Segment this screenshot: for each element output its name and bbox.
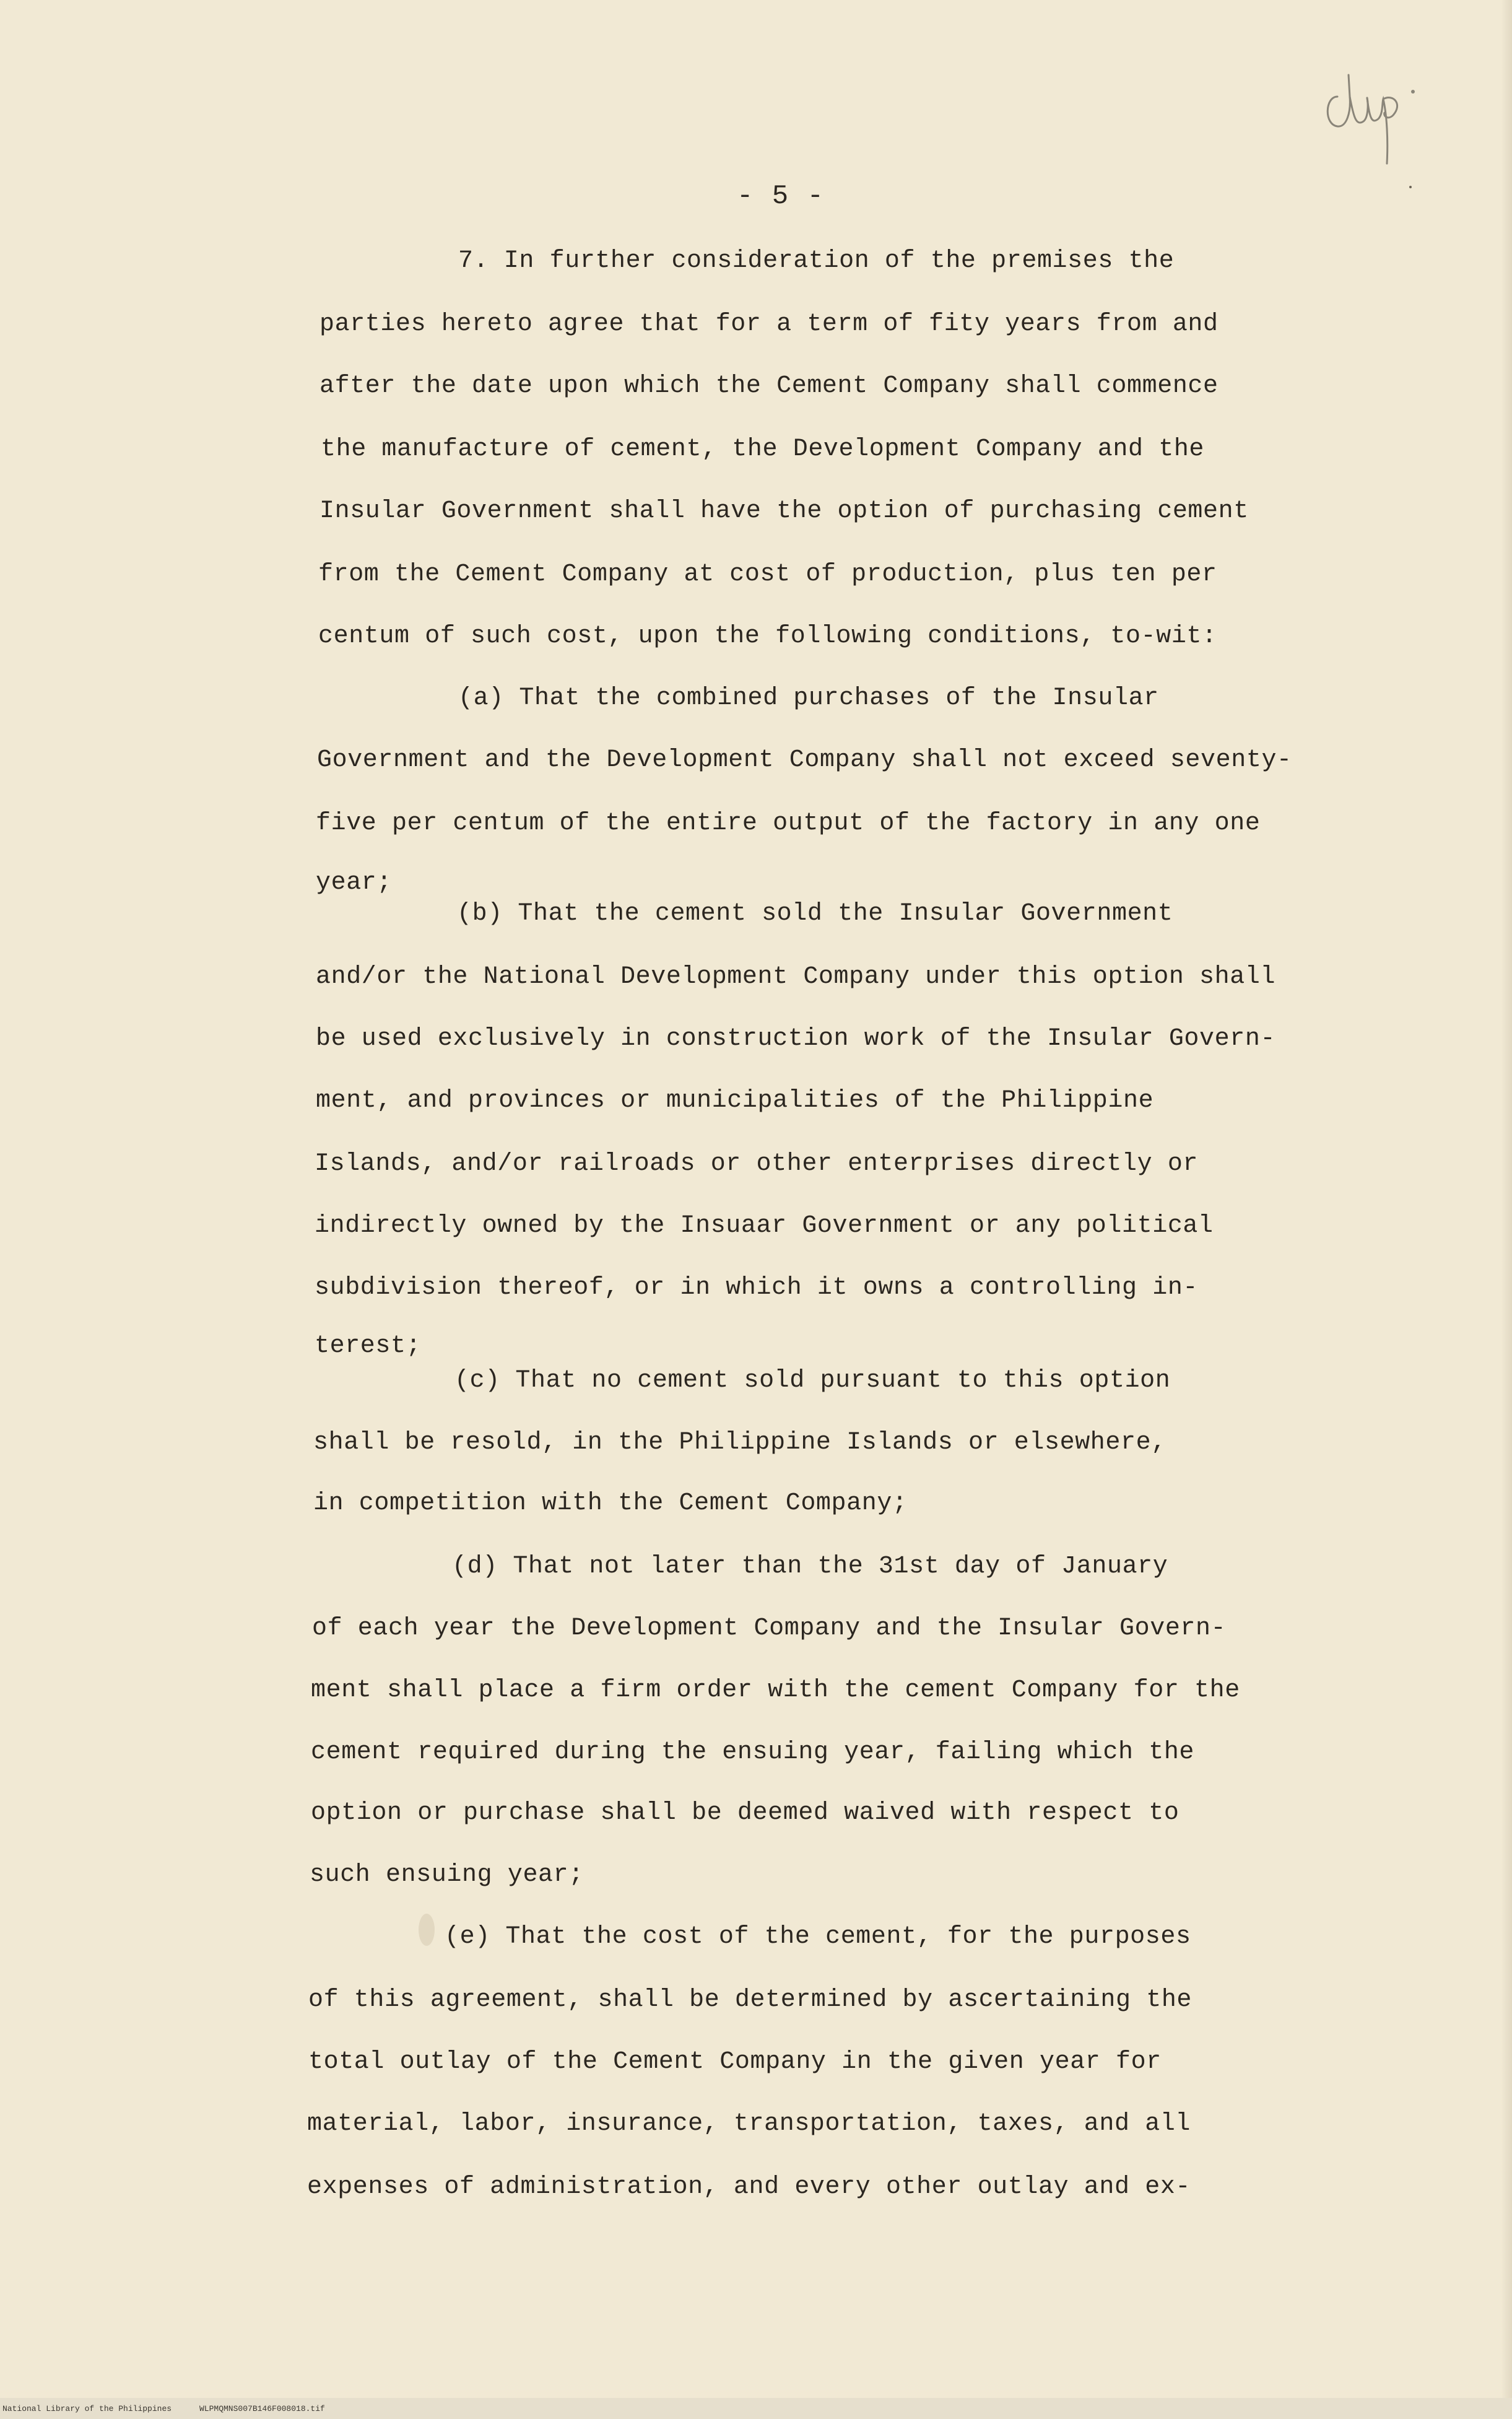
text-line: total outlay of the Cement Company in the given year for xyxy=(308,2048,1162,2076)
text-line: the manufacture of cement, the Development Company and the xyxy=(321,435,1205,463)
text-line: (a) That the combined purchases of the Insular xyxy=(458,684,1159,712)
text-line: (e) That the cost of the cement, for the purposes xyxy=(445,1923,1191,1951)
text-line: 7. In further consideration of the premises the xyxy=(458,247,1175,275)
text-line: cement required during the ensuing year, failing which the xyxy=(311,1738,1195,1766)
text-line: Insular Government shall have the option of purchasing cement xyxy=(319,497,1249,525)
handwritten-dup-note xyxy=(1319,59,1443,171)
text-line: from the Cement Company at cost of production, plus ten per xyxy=(318,560,1217,588)
text-line: shall be resold, in the Philippine Islands or elsewhere, xyxy=(313,1429,1167,1457)
text-line: year; xyxy=(316,869,393,897)
text-line: ment shall place a firm order with the cement Company for the xyxy=(311,1676,1240,1704)
footer-file-id: WLPMQMNS007B146F008018.tif xyxy=(199,2404,325,2413)
text-line: Islands, and/or railroads or other enterprises directly or xyxy=(315,1150,1199,1178)
text-line: of each year the Development Company and the Insular Govern- xyxy=(312,1615,1227,1642)
text-line: (d) That not later than the 31st day of January xyxy=(452,1553,1168,1580)
text-line: (c) That no cement sold pursuant to this option xyxy=(454,1367,1171,1395)
text-line: of this agreement, shall be determined by ascertaining the xyxy=(308,1986,1193,2014)
scan-speck xyxy=(1409,186,1412,188)
text-line: terest; xyxy=(315,1332,422,1360)
text-line: ment, and provinces or municipalities of the Philippine xyxy=(316,1087,1154,1115)
text-line: (b) That the cement sold the Insular Government xyxy=(457,900,1173,928)
footer-library-label: National Library of the Philippines xyxy=(2,2404,172,2413)
text-line: be used exclusively in construction work of the Insular Govern- xyxy=(316,1025,1276,1053)
text-line: subdivision thereof, or in which it owns a controlling in- xyxy=(315,1274,1199,1302)
page-edge-shadow xyxy=(1501,0,1512,2419)
text-line: expenses of administration, and every other outlay and ex- xyxy=(307,2173,1191,2201)
text-line: and/or the National Development Company under this option shall xyxy=(316,963,1276,991)
text-line: material, labor, insurance, transportation, taxes, and all xyxy=(307,2110,1191,2138)
text-line: in competition with the Cement Company; xyxy=(313,1489,908,1517)
text-line: indirectly owned by the Insuaar Government or any political xyxy=(315,1212,1214,1240)
ink-smudge xyxy=(419,1914,435,1946)
text-line: five per centum of the entire output of the factory in any one xyxy=(316,809,1261,837)
text-line: such ensuing year; xyxy=(310,1861,584,1889)
text-line: parties hereto agree that for a term of fity years from and xyxy=(319,310,1219,338)
text-line: option or purchase shall be deemed waived with respect to xyxy=(311,1799,1180,1827)
text-line: after the date upon which the Cement Company shall commence xyxy=(319,372,1219,400)
page-number: - 5 - xyxy=(737,181,825,212)
text-line: centum of such cost, upon the following conditions, to-wit: xyxy=(318,622,1217,650)
text-line: Government and the Development Company shall not exceed seventy- xyxy=(317,746,1292,774)
